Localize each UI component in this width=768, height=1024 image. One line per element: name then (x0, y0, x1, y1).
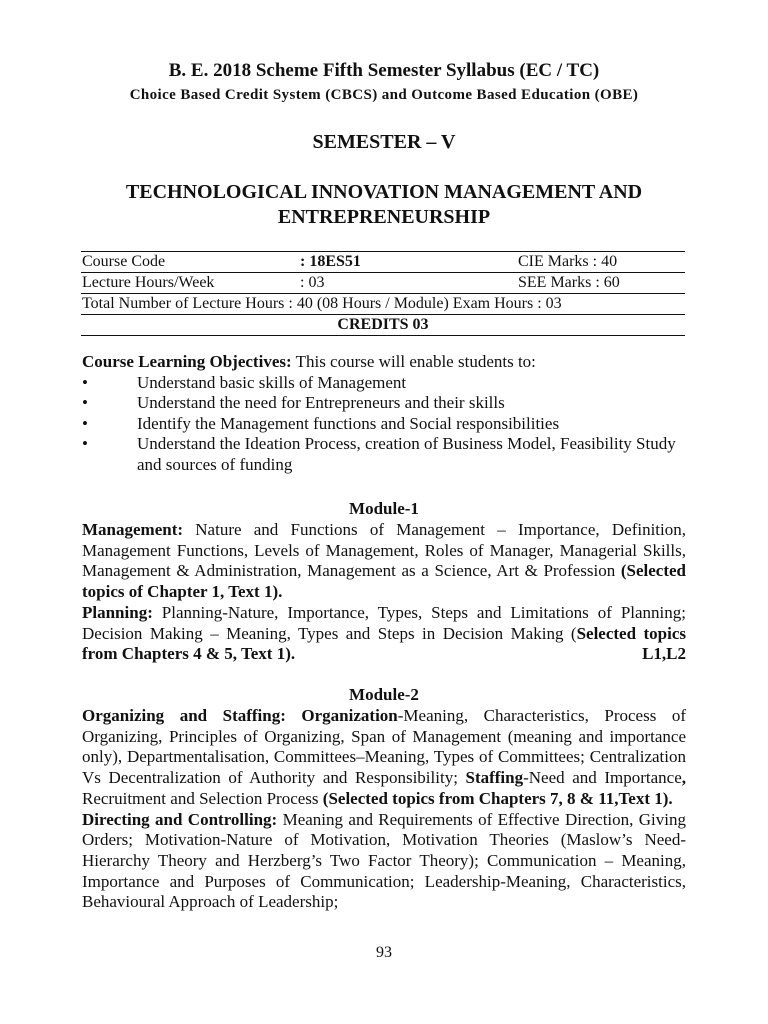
credits: CREDITS 03 (337, 316, 429, 333)
module-2-organizing (82, 706, 686, 810)
course-info-table (81, 251, 685, 336)
module-1-content (82, 520, 686, 665)
topic-heading: Directing and Controlling: (82, 809, 278, 829)
syllabus-header: B. E. 2018 Scheme Fifth Semester Syllabus (EC / TC) (168, 60, 600, 81)
list-item (82, 373, 686, 394)
topic-heading: Staffing (465, 768, 524, 788)
topic-reference: Selected topics from Chapters 4 & 5, Text 1). (82, 623, 686, 664)
objectives-intro (82, 352, 686, 373)
topic-text: Planning-Nature, Importance, Types, Steps and Limitations of Planning; Decision Making – Meaning, Types and Steps in Decision Making ( (82, 602, 686, 643)
module-2-directing (82, 810, 686, 914)
topic-heading: Management: (82, 520, 184, 539)
module-2-content (82, 706, 686, 913)
credits-row (81, 314, 685, 336)
topic-punctuation: , (681, 768, 686, 788)
semester-heading: SEMESTER – V (312, 131, 456, 153)
objective-text: Identify the Management functions and Social responsibilities (137, 413, 560, 433)
course-title (60, 180, 708, 230)
level-badge: L1,L2 (642, 644, 686, 664)
topic-reference: (Selected topics from Chapters 7, 8 & 11,Text 1). (322, 788, 673, 808)
module-1-management (82, 520, 686, 603)
table-row (81, 272, 685, 293)
list-item (82, 414, 686, 435)
topic-text: Nature and Functions of Management – Importance, Definition, Management Functions, Levels of Management, Roles of Manager, Managerial Skills, Management & Administration, Management as a Science, Art & Profession (82, 520, 686, 581)
course-code-value: : 18ES51 (300, 253, 361, 270)
bullet-icon: • (82, 372, 88, 392)
see-marks: SEE Marks : 60 (518, 274, 620, 291)
list-item (82, 434, 686, 475)
bullet-icon: • (82, 434, 88, 453)
topic-text: Recruitment and Selection Process (82, 788, 323, 808)
list-item (82, 393, 686, 414)
lecture-hours-value: : 03 (300, 274, 325, 291)
objectives-heading: Course Learning Objectives: (82, 352, 292, 371)
objectives-intro-text: This course will enable students to: (291, 352, 536, 371)
objective-text: Understand the need for Entrepreneurs and their skills (137, 393, 505, 412)
table-row (81, 293, 685, 314)
bullet-icon: • (82, 413, 88, 433)
cie-marks: CIE Marks : 40 (518, 253, 618, 270)
module-1-planning (82, 603, 686, 665)
bullet-icon: • (82, 393, 88, 412)
objective-text: Understand the Ideation Process, creation of Business Model, Feasibility Study and sources of funding (137, 434, 676, 474)
topic-text: Meaning and Requirements of Effective Direction, Giving Orders; Motivation-Nature of Motivation, Motivation Theories (Maslow’s Need-Hierarchy Theory and Herzberg’s Two Factor Theory); Communication – Meaning, Importance and Purposes of Communication; Leadership-Meaning, Characteristics, Behavioural Approach of Leadership; (82, 809, 686, 912)
course-code-label: Course Code (82, 253, 166, 270)
page-number: 93 (376, 944, 392, 961)
course-objectives (82, 352, 686, 475)
topic-heading: Organizing and Staffing: Organization (82, 706, 398, 725)
module-1-heading: Module-1 (349, 499, 419, 518)
topic-reference: (Selected topics of Chapter 1, Text 1). (82, 561, 686, 602)
syllabus-subheader: Choice Based Credit System (CBCS) and Outcome Based Education (OBE) (129, 87, 639, 103)
lecture-hours-label: Lecture Hours/Week (82, 274, 215, 291)
objective-text: Understand basic skills of Management (137, 372, 407, 392)
total-hours: Total Number of Lecture Hours : 40 (08 Hours / Module) Exam Hours : 03 (82, 295, 562, 312)
table-row (81, 251, 685, 272)
course-title-line2: ENTREPRENEURSHIP (277, 206, 491, 228)
module-2-heading: Module-2 (349, 685, 419, 704)
topic-text: -Need and Importance (523, 768, 682, 788)
topic-heading: Planning: (82, 602, 153, 622)
topic-text: -Meaning, Characteristics, Process of Organizing, Principles of Organizing, Span of Management (meaning and importance only), Departmentalisation, Committees–Meaning, Types of Committees; Centralization Vs Decentralization of Authority and Responsibility; (82, 706, 687, 788)
course-title-line1: TECHNOLOGICAL INNOVATION MANAGEMENT AND (125, 181, 643, 203)
